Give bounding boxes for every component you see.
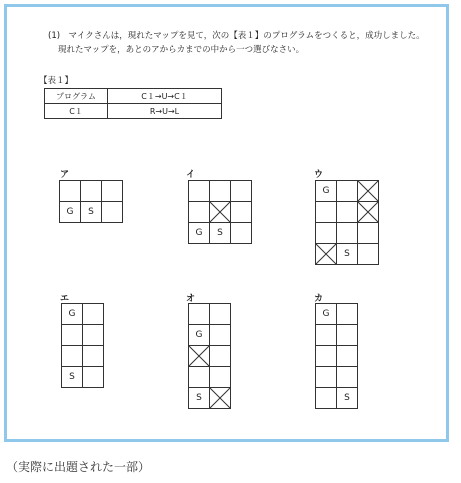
map-row bbox=[60, 202, 123, 223]
table-title: 【表１】 bbox=[39, 76, 74, 86]
map-ka-grid bbox=[315, 303, 358, 409]
table-cell: プログラム bbox=[45, 89, 108, 104]
map-row bbox=[189, 223, 252, 244]
map-e-grid bbox=[61, 303, 104, 388]
blocked-cell bbox=[189, 346, 210, 367]
empty-cell bbox=[316, 346, 337, 367]
map-row bbox=[62, 346, 104, 367]
goal-cell: G bbox=[60, 202, 81, 223]
cross-icon bbox=[189, 346, 209, 366]
map-row bbox=[189, 367, 231, 388]
map-label-i: イ bbox=[186, 170, 196, 180]
map-row bbox=[189, 181, 252, 202]
empty-cell bbox=[210, 325, 231, 346]
map-row bbox=[189, 304, 231, 325]
empty-cell bbox=[83, 304, 104, 325]
empty-cell bbox=[231, 223, 252, 244]
cross-icon bbox=[316, 244, 336, 264]
map-row bbox=[60, 181, 123, 202]
empty-cell bbox=[316, 367, 337, 388]
empty-cell bbox=[210, 304, 231, 325]
question-line-2: 現れたマップを，あとのアからカまでの中から一つ選びなさい。 bbox=[58, 45, 305, 55]
table-cell: C１ bbox=[45, 104, 108, 119]
empty-cell bbox=[62, 346, 83, 367]
map-row bbox=[316, 223, 379, 244]
empty-cell bbox=[337, 367, 358, 388]
empty-cell bbox=[83, 325, 104, 346]
empty-cell bbox=[316, 223, 337, 244]
blocked-cell bbox=[210, 388, 231, 409]
map-row bbox=[189, 202, 252, 223]
table-row bbox=[45, 104, 222, 119]
table-cell: R→U→L bbox=[108, 104, 222, 119]
empty-cell bbox=[189, 202, 210, 223]
start-cell: S bbox=[337, 244, 358, 265]
map-row bbox=[316, 304, 358, 325]
empty-cell bbox=[231, 181, 252, 202]
empty-cell bbox=[316, 202, 337, 223]
start-cell: S bbox=[337, 388, 358, 409]
cross-icon bbox=[358, 202, 378, 222]
empty-cell bbox=[358, 244, 379, 265]
goal-cell: G bbox=[316, 181, 337, 202]
map-row bbox=[316, 388, 358, 409]
empty-cell bbox=[81, 181, 102, 202]
goal-cell: G bbox=[62, 304, 83, 325]
empty-cell bbox=[83, 367, 104, 388]
map-label-ka: カ bbox=[314, 294, 324, 304]
empty-cell bbox=[210, 181, 231, 202]
empty-cell bbox=[337, 346, 358, 367]
empty-cell bbox=[337, 223, 358, 244]
empty-cell bbox=[231, 202, 252, 223]
map-a-grid bbox=[59, 180, 123, 223]
empty-cell bbox=[358, 223, 379, 244]
goal-cell: G bbox=[316, 304, 337, 325]
caption: （実際に出題された一部） bbox=[6, 460, 151, 474]
map-i-grid bbox=[188, 180, 252, 244]
map-label-u: ウ bbox=[314, 170, 324, 180]
map-row bbox=[316, 202, 379, 223]
program-table bbox=[44, 88, 222, 119]
blocked-cell bbox=[210, 202, 231, 223]
map-row bbox=[62, 325, 104, 346]
empty-cell bbox=[102, 181, 123, 202]
empty-cell bbox=[60, 181, 81, 202]
map-label-a: ア bbox=[60, 170, 70, 180]
map-u-grid bbox=[315, 180, 379, 265]
map-row bbox=[62, 304, 104, 325]
empty-cell bbox=[337, 304, 358, 325]
cross-icon bbox=[210, 202, 230, 222]
blocked-cell bbox=[316, 244, 337, 265]
map-row bbox=[316, 181, 379, 202]
map-row bbox=[316, 367, 358, 388]
map-o-grid bbox=[188, 303, 231, 409]
map-label-o: オ bbox=[186, 294, 196, 304]
question-line-1: (1) マイクさんは，現れたマップを見て，次の【表１】のプログラムをつくると，成功しました。 bbox=[48, 31, 425, 41]
start-cell: S bbox=[189, 388, 210, 409]
empty-cell bbox=[210, 367, 231, 388]
map-row bbox=[62, 367, 104, 388]
empty-cell bbox=[83, 346, 104, 367]
blocked-cell bbox=[358, 202, 379, 223]
start-cell: S bbox=[210, 223, 231, 244]
empty-cell bbox=[102, 202, 123, 223]
goal-cell: G bbox=[189, 223, 210, 244]
table-cell: C１→U→C１ bbox=[108, 89, 222, 104]
map-label-e: エ bbox=[60, 294, 70, 304]
cross-icon bbox=[358, 181, 378, 201]
map-row bbox=[316, 325, 358, 346]
empty-cell bbox=[316, 388, 337, 409]
map-row bbox=[316, 346, 358, 367]
empty-cell bbox=[210, 346, 231, 367]
empty-cell bbox=[62, 325, 83, 346]
empty-cell bbox=[316, 325, 337, 346]
empty-cell bbox=[337, 181, 358, 202]
map-row bbox=[189, 346, 231, 367]
blocked-cell bbox=[358, 181, 379, 202]
table-row bbox=[45, 89, 222, 104]
map-row bbox=[316, 244, 379, 265]
cross-icon bbox=[210, 388, 230, 408]
empty-cell bbox=[337, 202, 358, 223]
goal-cell: G bbox=[189, 325, 210, 346]
empty-cell bbox=[189, 304, 210, 325]
map-row bbox=[189, 325, 231, 346]
map-row bbox=[189, 388, 231, 409]
empty-cell bbox=[189, 181, 210, 202]
start-cell: S bbox=[62, 367, 83, 388]
start-cell: S bbox=[81, 202, 102, 223]
empty-cell bbox=[337, 325, 358, 346]
empty-cell bbox=[189, 367, 210, 388]
